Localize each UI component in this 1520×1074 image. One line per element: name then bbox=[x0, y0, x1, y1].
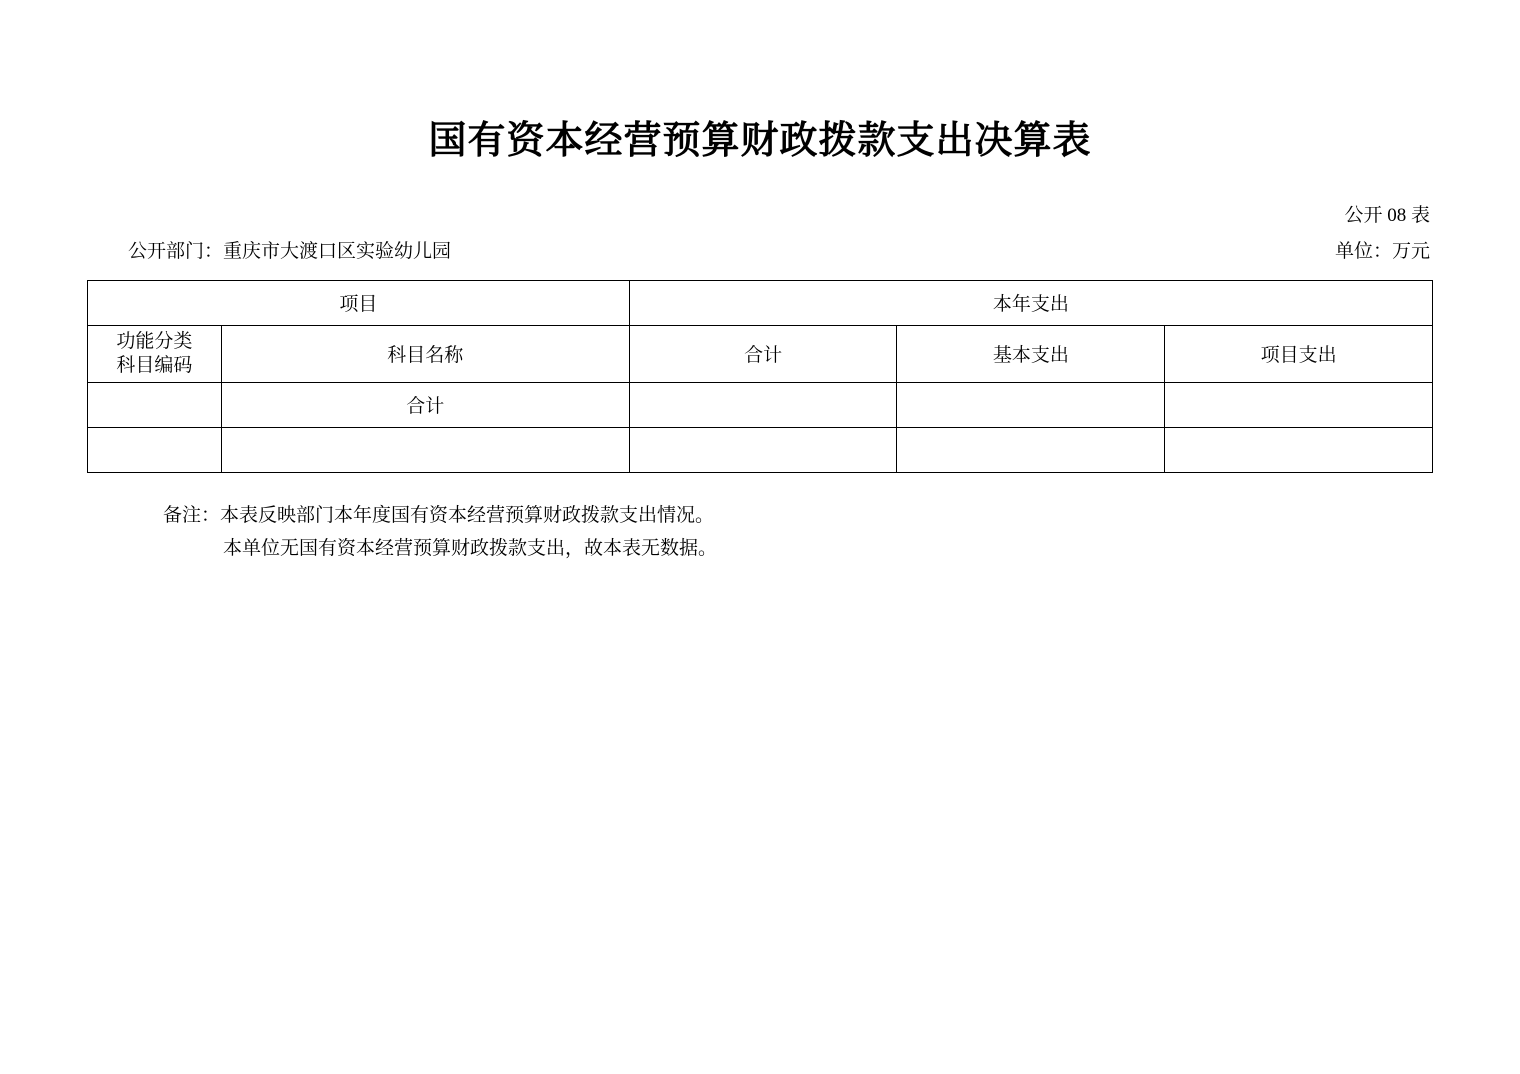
cell-project bbox=[1165, 427, 1433, 472]
note-line-1: 备注：本表反映部门本年度国有资本经营预算财政拨款支出情况。 bbox=[163, 504, 715, 526]
cell-project bbox=[1165, 382, 1433, 427]
header-group-project: 项目 bbox=[88, 280, 630, 325]
header-subject-name: 科目名称 bbox=[221, 325, 629, 382]
header-project-expenditure: 项目支出 bbox=[1165, 325, 1433, 382]
form-code: 公开 08 表 bbox=[1344, 204, 1430, 226]
header-function-class-code-line2: 科目编码 bbox=[116, 353, 193, 376]
cell-name bbox=[221, 427, 629, 472]
cell-basic bbox=[897, 427, 1165, 472]
header-function-class-code bbox=[88, 325, 222, 382]
header-group-current-year-expenditure: 本年支出 bbox=[629, 280, 1432, 325]
form-code-row bbox=[0, 200, 1520, 226]
table-row bbox=[88, 382, 1433, 427]
header-total: 合计 bbox=[629, 325, 897, 382]
page-title: 国有资本经营预算财政拨款支出决算表 bbox=[428, 118, 1092, 162]
meta-row bbox=[0, 236, 1520, 266]
department-label: 公开部门：重庆市大渡口区实验幼儿园 bbox=[128, 240, 452, 262]
cell-basic bbox=[897, 382, 1165, 427]
header-basic-expenditure: 基本支出 bbox=[897, 325, 1165, 382]
header-function-class-code-line1: 功能分类 bbox=[116, 329, 193, 352]
note-line-2: 本单位无国有资本经营预算财政拨款支出，故本表无数据。 bbox=[223, 537, 718, 559]
table-header-row bbox=[88, 325, 1433, 382]
table-header-group-row bbox=[88, 280, 1433, 325]
notes-block bbox=[0, 499, 1520, 566]
cell-code bbox=[88, 427, 222, 472]
cell-total bbox=[629, 382, 897, 427]
unit-label: 单位：万元 bbox=[1334, 240, 1430, 262]
table-row bbox=[88, 427, 1433, 472]
cell-total bbox=[629, 427, 897, 472]
cell-code bbox=[88, 382, 222, 427]
cell-name: 合计 bbox=[221, 382, 629, 427]
budget-table bbox=[87, 280, 1433, 473]
